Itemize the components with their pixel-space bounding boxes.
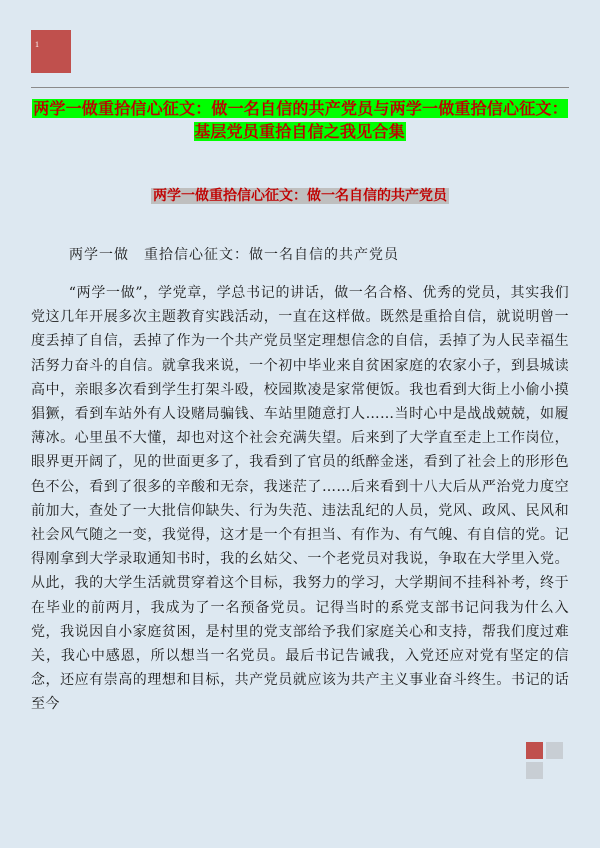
sub-title-text: 两学一做重拾信心征文：做一名自信的共产党员 — [153, 188, 447, 204]
body-paragraph: “两学一做”，学党章，学总书记的讲话，做一名合格、优秀的党员，其实我们党这几年开展多次主题教育实践活动，一直在这样做。既然是重拾自信，就说明曾一度丢掉了自信，丢掉了作为一个共产党员坚定理想信念的自信，丢掉了为人民幸福生活努力奋斗的自信。就拿我来说，一个初中毕业来自贫困家庭的农家小子，到县城读高中，亲眼多次看到学生打架斗殴，校园欺凌是家常便饭。我也看到大街上小偷小摸猖獗，看到车站外有人设赌局骗钱、车站里随意打人……当时心中是战战兢兢，如履薄冰。心里虽不大懂，却也对这个社会充满失望。后来到了大学直至走上工作岗位，眼界更开阔了，见的世面更多了，我看到了官员的纸醉金迷，看到了社会上的形形色色不公，看到了很多的辛酸和无奈，我迷茫了……后来看到十八大后从严治党力度空前加大，查处了一大批信仰缺失、行为失范、违法乱纪的人员，党风、政风、民风和社会风气随之一变，我觉得，这才是一个有担当、有作为、有气魄、有自信的党。记得刚拿到大学录取通知书时，我的幺姑父、一个老党员对我说，争取在大学里入党。从此，我的大学生活就贯穿着这个目标，我努力的学习，大学期间不挂科补考，终于在毕业的前两月，我成为了一名预备党员。记得当时的系党支部书记问我为什么入党，我说因自小家庭贫困，是村里的党支部给予我们家庭关心和支持，帮我们度过难关，我心中感恩，所以想当一名党员。最后书记告诫我，入党还应对党有坚定的信念，还应有崇高的理想和目标，共产党员就应该为共产主义事业奋斗终生。书记的话至今 — [31, 285, 569, 713]
page-number-badge — [31, 30, 71, 73]
intro-line: 两学一做 重拾信心征文：做一名自信的共产党员 — [69, 247, 399, 263]
page-number: 1 — [35, 40, 39, 49]
main-title-text: 两学一做重拾信心征文：做一名自信的共产党员与两学一做重拾信心征文：基层党员重拾自信之我见合集 — [33, 99, 568, 141]
document-sub-title — [31, 186, 569, 206]
decorative-square-red — [526, 742, 543, 759]
header-divider — [31, 87, 569, 88]
decorative-square-gray — [546, 742, 563, 759]
document-main-title — [31, 97, 569, 143]
decorative-square-gray — [526, 762, 543, 779]
